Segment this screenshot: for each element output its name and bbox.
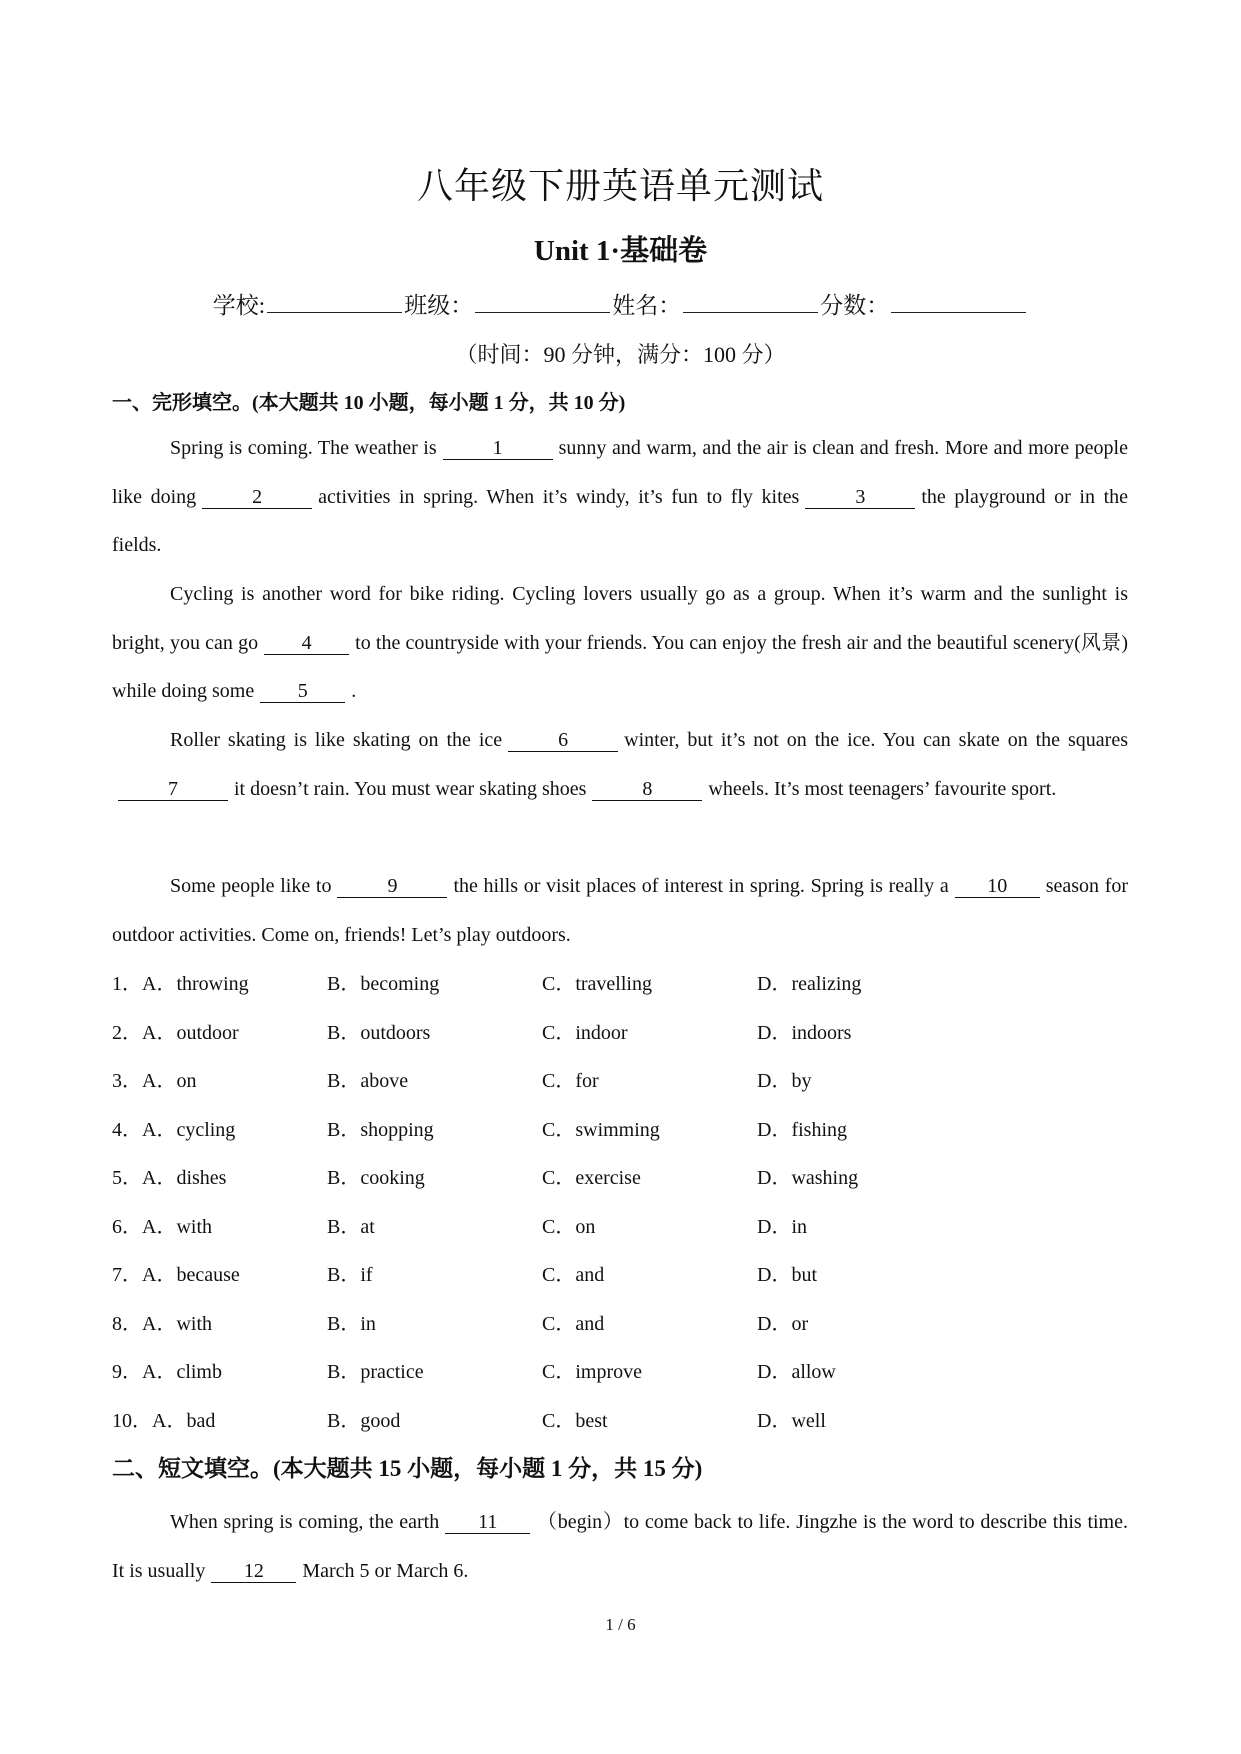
paragraph-text: activities in spring. When it’s windy, it’s fun to fly kites xyxy=(318,485,800,508)
option-b[interactable]: B．cooking xyxy=(327,1167,425,1189)
option-c[interactable]: C．travelling xyxy=(542,973,652,995)
paragraph-text: season for outdoor activities. Come on, friends! Let’s play outdoors. xyxy=(112,875,1129,946)
option-d[interactable]: D．by xyxy=(757,1070,812,1092)
paragraph-text: Roller skating is like skating on the ice xyxy=(170,729,503,751)
option-row-6 xyxy=(112,1203,1128,1252)
option-a[interactable]: 8．A．with xyxy=(112,1312,212,1335)
option-a[interactable]: 7．A．because xyxy=(112,1264,240,1286)
student-info-line xyxy=(0,287,1241,320)
option-c[interactable]: C．for xyxy=(542,1070,599,1092)
blank-2[interactable]: 2 xyxy=(202,486,312,509)
option-c[interactable]: C．and xyxy=(542,1264,605,1286)
option-c[interactable]: C．exercise xyxy=(542,1167,641,1189)
option-c[interactable]: C．indoor xyxy=(542,1021,628,1044)
paragraph-text: Spring is coming. The weather is xyxy=(170,437,437,459)
passage-paragraph-2 xyxy=(112,570,1128,716)
option-d[interactable]: D．but xyxy=(757,1264,817,1286)
option-d[interactable]: D．well xyxy=(757,1409,826,1432)
blank-11[interactable]: 11 xyxy=(445,1511,530,1534)
option-b[interactable]: B．above xyxy=(327,1070,409,1092)
blank-5[interactable]: 5 xyxy=(260,680,345,703)
option-c[interactable]: C．and xyxy=(542,1312,605,1335)
page-title: 八年级下册英语单元测试 xyxy=(416,166,824,207)
option-row-9 xyxy=(112,1348,1128,1397)
section-2-paragraph-1 xyxy=(112,1498,1128,1595)
option-a[interactable]: 4．A．cycling xyxy=(112,1118,236,1141)
option-c[interactable]: C．on xyxy=(542,1215,596,1238)
paragraph-text: the hills or visit places of interest in spring. Spring is really a xyxy=(453,875,949,897)
section-2-heading: 二、短文填空。(本大题共 15 小题，每小题 1 分，共 15 分) xyxy=(112,1456,703,1481)
option-b[interactable]: B．at xyxy=(327,1215,375,1238)
option-row-8 xyxy=(112,1300,1128,1349)
blank-12[interactable]: 12 xyxy=(211,1560,296,1583)
option-d[interactable]: D．washing xyxy=(757,1167,859,1189)
paragraph-text: the playground or in the fields. xyxy=(112,485,1129,556)
score-blank[interactable] xyxy=(891,290,1026,313)
option-b[interactable]: B．becoming xyxy=(327,973,440,995)
option-d[interactable]: D．or xyxy=(757,1312,809,1335)
section-1-heading: 一、完形填空。(本大题共 10 小题，每小题 1 分，共 10 分) xyxy=(112,392,626,414)
blank-8[interactable]: 8 xyxy=(592,778,702,801)
option-a[interactable]: 3．A．on xyxy=(112,1070,197,1092)
paragraph-text: sunny and warm, and the air is clean and fresh. More and more people like doing xyxy=(112,437,1128,508)
passage-paragraph-3 xyxy=(112,716,1128,813)
passage-paragraph-1 xyxy=(112,424,1128,570)
option-b[interactable]: B．good xyxy=(327,1409,401,1432)
blank-6[interactable]: 6 xyxy=(508,729,618,752)
name-blank[interactable] xyxy=(683,290,818,313)
answer-options xyxy=(112,960,1128,1445)
paragraph-text: When spring is coming, the earth xyxy=(170,1511,440,1533)
option-d[interactable]: D．allow xyxy=(757,1361,836,1383)
option-row-4 xyxy=(112,1106,1128,1155)
name-label: 姓名： xyxy=(612,293,682,318)
school-label: 学校: xyxy=(212,293,266,318)
option-b[interactable]: B．outdoors xyxy=(327,1021,431,1044)
blank-4[interactable]: 4 xyxy=(264,632,349,655)
score-label: 分数： xyxy=(820,293,890,318)
paragraph-text: March 5 or March 6. xyxy=(302,1559,469,1582)
paragraph-text: Cycling is another word for bike riding. Cycling lovers usually go as a group. When it’s warm and the sunlight is bright, you can go xyxy=(112,583,1128,654)
paragraph-text: winter, but it’s not on the ice. You can skate on the squares xyxy=(624,729,1128,751)
passage-paragraph-4 xyxy=(112,862,1128,959)
option-a[interactable]: 9．A．climb xyxy=(112,1361,222,1383)
school-blank[interactable] xyxy=(267,290,402,313)
option-a[interactable]: 1．A．throwing xyxy=(112,973,249,995)
time-note: （时间：90 分钟，满分：100 分） xyxy=(455,342,786,367)
blank-3[interactable]: 3 xyxy=(805,486,915,509)
option-b[interactable]: B．in xyxy=(327,1312,376,1335)
option-d[interactable]: D．indoors xyxy=(757,1021,852,1044)
paragraph-text: it doesn’t rain. You must wear skating shoes xyxy=(234,777,587,800)
class-blank[interactable] xyxy=(475,290,610,313)
blank-10[interactable]: 10 xyxy=(955,875,1040,898)
option-row-10 xyxy=(112,1397,1128,1446)
option-a[interactable]: 2．A．outdoor xyxy=(112,1021,239,1044)
option-row-1 xyxy=(112,960,1128,1009)
option-a[interactable]: 10．A．bad xyxy=(112,1409,216,1432)
option-b[interactable]: B．shopping xyxy=(327,1118,434,1141)
option-b[interactable]: B．practice xyxy=(327,1361,424,1383)
page-subtitle: Unit 1·基础卷 xyxy=(533,235,708,267)
paragraph-text: . xyxy=(351,680,357,702)
option-row-2 xyxy=(112,1009,1128,1058)
blank-9[interactable]: 9 xyxy=(337,875,447,898)
class-label: 班级： xyxy=(404,293,474,318)
paragraph-text: （begin）to come back to life. Jingzhe is the word to describe this time. It is usually xyxy=(112,1511,1128,1582)
option-row-7 xyxy=(112,1251,1128,1300)
option-row-5 xyxy=(112,1154,1128,1203)
option-d[interactable]: D．realizing xyxy=(757,973,862,995)
option-c[interactable]: C．swimming xyxy=(542,1118,660,1141)
option-a[interactable]: 6．A．with xyxy=(112,1215,212,1238)
paragraph-text: wheels. It’s most teenagers’ favourite sport. xyxy=(708,777,1057,800)
option-b[interactable]: B．if xyxy=(327,1264,373,1286)
option-d[interactable]: D．in xyxy=(757,1215,807,1238)
blank-7[interactable]: 7 xyxy=(118,778,228,801)
paragraph-text: to the countryside with your friends. You can enjoy the fresh air and the beautiful scenery(风景) while doing some xyxy=(112,631,1128,702)
option-c[interactable]: C．improve xyxy=(542,1361,642,1383)
option-a[interactable]: 5．A．dishes xyxy=(112,1167,227,1189)
option-row-3 xyxy=(112,1057,1128,1106)
blank-1[interactable]: 1 xyxy=(443,437,553,460)
option-c[interactable]: C．best xyxy=(542,1409,608,1432)
page-number: 1 / 6 xyxy=(605,1615,636,1634)
option-d[interactable]: D．fishing xyxy=(757,1118,847,1141)
paragraph-text: Some people like to xyxy=(170,875,332,897)
